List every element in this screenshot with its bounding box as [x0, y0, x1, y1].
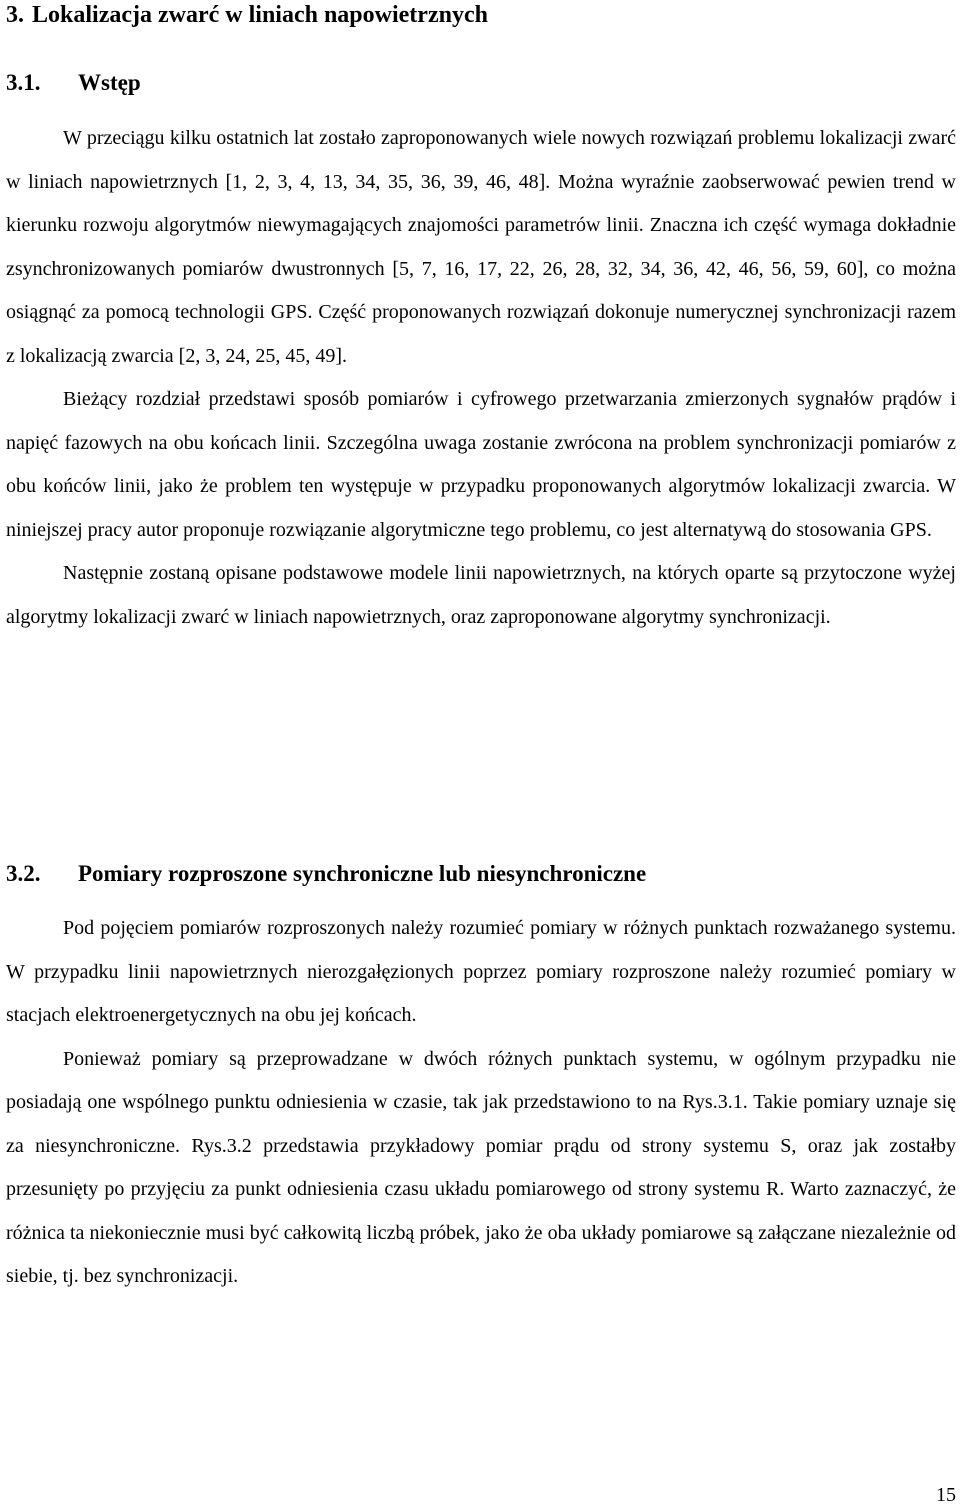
section-title-intro — [6, 68, 141, 98]
chapter-title-text: Lokalizacja zwarć w liniach napowietrznych — [32, 2, 488, 28]
section-number: 3.2. — [6, 861, 41, 886]
paragraph: Ponieważ pomiary są przeprowadzane w dwóch różnych punktach systemu, w ogólnym przypadku nie posiadają one wspólnego punktu odniesienia w czasie, tak jak przedstawiono to na Rys.3.1. Takie pomiary uznaje się za niesynchroniczne. Rys.3.2 przedstawia przykładowy pomiar prądu od strony systemu S, oraz jak zostałby przesunięty po przyjęciu za punkt odniesienia czasu układu pomiarowego od strony systemu R. Warto zaznaczyć, że różnica ta niekoniecznie musi być całkowitą liczbą próbek, jako że oba układy pomiarowe są załączane niezależnie od siebie, tj. bez synchronizacji. — [6, 1047, 956, 1287]
section-body-measurements — [6, 907, 956, 1299]
section-title-measurements — [6, 859, 646, 889]
section-body-intro — [6, 117, 956, 639]
paragraph: Bieżący rozdział przedstawi sposób pomiarów i cyfrowego przetwarzania zmierzonych sygnałów prądów i napięć fazowych na obu końcach linii. Szczególna uwaga zostanie zwrócona na problem synchronizacji pomiarów z obu końców linii, jako że problem ten występuje w przypadku proponowanych algorytmów lokalizacji zwarcia. W niniejszej pracy autor proponuje rozwiązanie algorytmiczne tego problemu, co jest alternatywą do stosowania GPS. — [6, 388, 956, 541]
section-title-text: Pomiary rozproszone synchroniczne lub niesynchroniczne — [78, 861, 647, 886]
paragraph: Pod pojęciem pomiarów rozproszonych należy rozumieć pomiary w różnych punktach rozważanego systemu. W przypadku linii napowietrznych nierozgałęzionych poprzez pomiary rozproszone należy rozumieć pomiary w stacjach elektroenergetycznych na obu jej końcach. — [6, 917, 956, 1026]
section-title-text: Wstęp — [78, 70, 141, 95]
paragraph: W przeciągu kilku ostatnich lat zostało zaproponowanych wiele nowych rozwiązań problemu lokalizacji zwarć w liniach napowietrznych [1, 2, 3, 4, 13, 34, 35, 36, 39, 46, 48]. Można wyraźnie zaobserwować pewien trend w kierunku rozwoju algorytmów niewymagających znajomości parametrów linii. Znaczna ich część wymaga dokładnie zsynchronizowanych pomiarów dwustronnych [5, 7, 16, 17, 22, 26, 28, 32, 34, 36, 42, 46, 56, 59, 60], co można osiągnąć za pomocą technologii GPS. Część proponowanych rozwiązań dokonuje numerycznej synchronizacji razem z lokalizacją zwarcia [2, 3, 24, 25, 45, 49]. — [6, 127, 956, 367]
chapter-title — [6, 0, 488, 30]
paragraph: Następnie zostaną opisane podstawowe modele linii napowietrznych, na których oparte są przytoczone wyżej algorytmy lokalizacji zwarć w liniach napowietrznych, oraz zaproponowane algorytmy synchronizacji. — [6, 562, 956, 628]
chapter-number: 3. — [6, 2, 24, 28]
page-number: 15 — [936, 1484, 956, 1506]
section-number: 3.1. — [6, 70, 41, 95]
